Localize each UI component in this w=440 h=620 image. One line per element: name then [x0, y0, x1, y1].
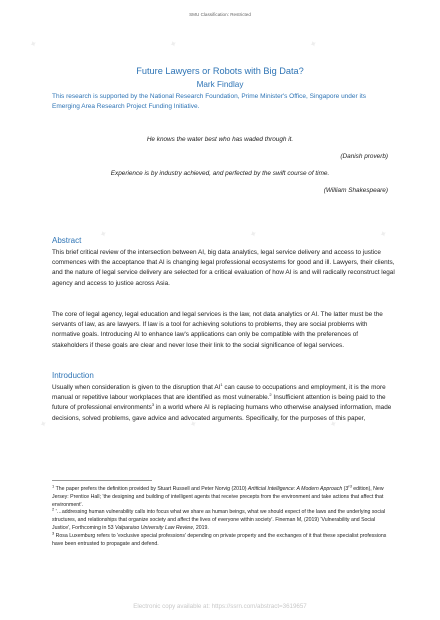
watermark: ✦ — [378, 228, 390, 242]
text-span: Valparaiso University Law Review — [114, 524, 193, 531]
epigraph-quote: He knows the water best who has waded through it. — [146, 136, 294, 143]
author-name: Mark Findlay — [196, 80, 244, 89]
epigraph-attribution: (Danish proverb) — [340, 153, 388, 160]
epigraph-quote: Experience is by industry achieved, and perfected by the swift course of time. — [110, 170, 330, 177]
watermark: ✦ — [248, 228, 260, 242]
introduction-paragraph — [52, 383, 396, 424]
text-span: Rosa Luxemburg refers to 'exclusive special professions' depending on private property and the exchanges of it that these specialist professions have been entrusted to propagate and defend. — [52, 532, 387, 547]
text-span: (3 — [342, 486, 349, 492]
footnote-2 — [52, 506, 392, 532]
abstract-heading: Abstract — [52, 236, 82, 245]
watermark: ✦ — [98, 228, 110, 242]
introduction-heading: Introduction — [52, 371, 94, 380]
watermark: ✦ — [168, 38, 180, 52]
funding-statement: This research is supported by the National Research Foundation, Prime Minister's Office, Singapore under its Emerging Area Research Project Funding Initiative. — [52, 93, 366, 110]
footnote-ref[interactable]: 1 — [220, 381, 223, 387]
watermark: ✦ — [328, 418, 340, 432]
text-span: , 2019. — [192, 524, 209, 531]
abstract-paragraph — [52, 310, 396, 351]
text-span: '…addressing human vulnerability calls into focus what we share as human beings, what we should expect of the laws and the underlying social structures, and relationships that organize society and affect the lives of everyone within society'. Fineman M, (2019) 'Vulnerability and Social Justice', Forthcoming in 53 — [52, 509, 386, 531]
text-span: edition), New Jersey: Prentice Hall; 'the designing and building of intelligent agents that receive precepts from the environment and take actions that affect that environment'. — [52, 486, 384, 508]
watermark: ✦ — [308, 38, 320, 52]
watermark: ✦ — [188, 418, 200, 432]
text-span: Artificial Intelligence: A Modern Approach — [247, 486, 343, 492]
footnote-divider — [52, 480, 152, 481]
text-span: Insufficient attention is being paid to the future of professional environments — [52, 394, 386, 412]
footnote-number: 2 — [52, 506, 55, 512]
superscript: rd — [348, 483, 352, 489]
introduction-text — [52, 383, 396, 424]
footnote-3 — [52, 530, 392, 549]
paper-title: Future Lawyers or Robots with Big Data? — [136, 66, 304, 76]
classification-label: SMU Classification: Restricted — [189, 12, 251, 17]
abstract-text: The core of legal agency, legal education and legal services is the law, not data analytics or AI. The latter must be the servants of law, as are lawyers. If law is a tool for achieving solutions to problems, they are social problems with normative goals. Introducing AI to enhance law's applications can only be compatible with the preferences of stakeholders if these goals are clear and never lose their link to the social significance of legal services. — [52, 311, 383, 349]
text-span: Usually when consideration is given to the disruption that AI — [52, 384, 221, 391]
text-span: can cause to occupations and employment, it is the more manual or repetitive labour workplaces that are identified as most vulnerable. — [52, 384, 386, 402]
epigraph-attribution: (William Shakespeare) — [323, 187, 388, 194]
abstract-text: This brief critical review of the intersection between AI, big data analytics, legal service delivery and access to justice commences with the acceptance that AI is changing legal professional ecosystems for good and ill. Lawyers, their clients, and the nature of legal service delivery are selected for a critical evaluation of how AI is and will radically reconstruct legal agency and access to justice across Asia. — [52, 249, 395, 287]
footnote-number: 3 — [52, 530, 55, 536]
footnote-1 — [52, 483, 392, 509]
footnote-ref[interactable]: 2 — [269, 392, 272, 398]
abstract-paragraph — [52, 248, 396, 289]
footnote-ref[interactable]: 3 — [151, 402, 155, 408]
footnote-number: 1 — [52, 483, 55, 489]
footnotes — [52, 483, 392, 548]
text-span: The paper prefers the definition provided by Stuart Russell and Peter Norvig (2010) — [54, 486, 248, 492]
watermark: ✦ — [38, 418, 50, 432]
text-span: in a world where AI is replacing humans who otherwise analysed information, made decisions, solved problems, gave advice and advocated arguments. Specifically, for the purposes of this paper, — [52, 404, 392, 422]
watermark: ✦ — [28, 38, 40, 52]
ssrn-footer-link[interactable]: Electronic copy available at: https://ssrn.com/abstract=3619657 — [133, 603, 307, 610]
